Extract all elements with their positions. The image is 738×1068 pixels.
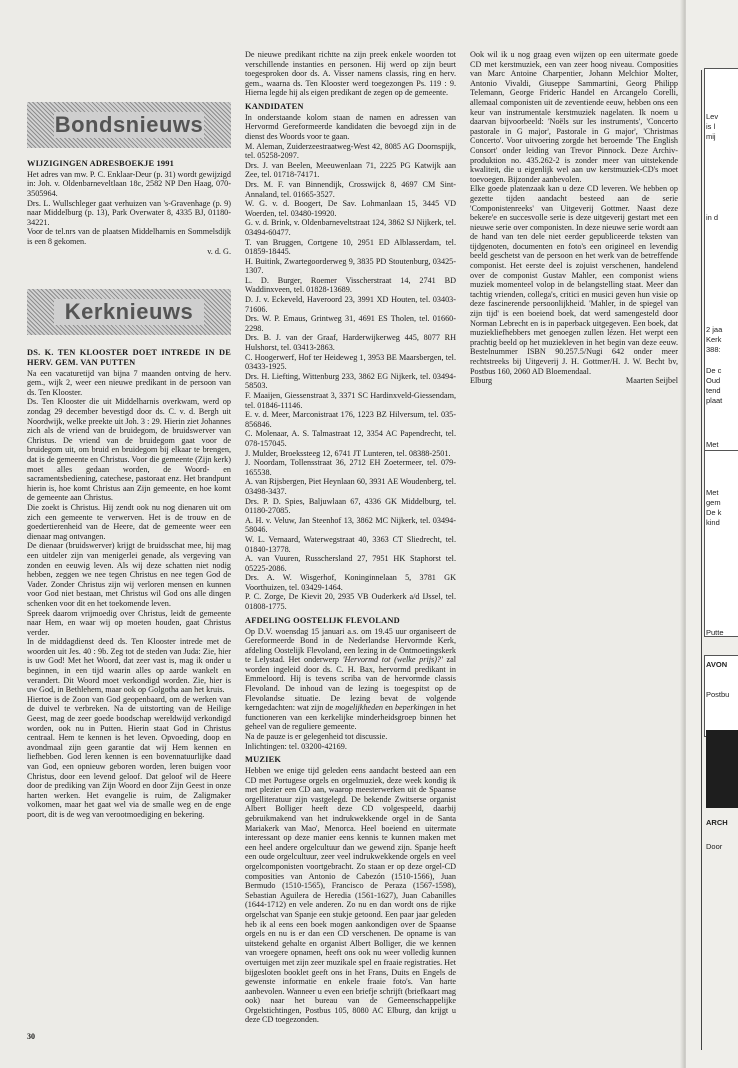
kandidaat-entry: Drs. B. J. van der Graaf, Harderwijkerweg 445, 8077 RH Hulshorst, tel. 03413-2863. [245,333,456,353]
kandidaat-entry: J. Noordam, Tollensstraat 36, 2712 EH Zoetermeer, tel. 079-165538. [245,458,456,477]
next-page-fragment: 388: [706,345,721,354]
muziek-paragraph: Elke goede platenzaak kan u deze CD leveren. We hebben op gezette tijden aandacht besteed aan de serie 'Componistenreeks' van Uitgeverij Gottmer. Naast deze bekere'e en succesvolle serie is deze uitgeverij gestart met een nieuwe serie over componisten. In deze nieuwe serie wordt aan de hand van ten dele niet eerder gepubliceerde teksten van tijdgenoten, documenten en foto's een origineel en levendig beeld geschetst van de persoon en het werk van de betreffende componist. Het eerste deel is zojuist verschenen, handelend over de componist Gustav Mahler, een componist wiens muziek momenteel volop in de belangstelling staat. Meer dan tachtig vrienden, collega's, critici en musici geven hun visie op deze fascinerende persoonlijkheid. 'Mahler, in de spiegel van zijn tijd' is een boeiend boek, dat werd samengesteld door Norman Lebrecht en is in paperback uitgegeven. Een boek, dat muziekliefhebbers met genoegen zullen lézen. Het werpt een prachtig beeld op het muziekleven in het begin van deze eeuw. Bestelnummer ISBN 90.257.5/Nugi 642 onder meer rechtstreeks bij Uitgeverij J. H. Gottmer/H. J. W. Becht bv, Postbus 160, 2060 AD Bloemendaal. [470,184,678,376]
next-page-fragment: De k [706,508,722,517]
next-page-fragment: kind [706,518,720,527]
afdeling-text: en [383,703,395,713]
muziek-heading: MUZIEK [245,755,282,765]
kerknieuws-banner [27,289,231,335]
kerknieuws-paragraph: De dienaar (bruidswerver) krijgt de bruidsschat mee, hij mag een uitdeler zijn van menigerlei genade, als vergeving van zonden en eeuwig leven. Als wij deze schatten niet nodig hebben, zeggen we nee tegen Christus en nee tegen God de Vader. Zonder Christus zijn wij verloren mensen en kunnen voor God niet bestaan, met Christus wil God ons alle dingen schenken voor dit en het toekomende leven. [27,541,231,608]
next-page-fragment: ARCH [706,818,728,827]
muziek-signature-place: Elburg [470,376,493,386]
next-page-fragment: tend [706,386,721,395]
muziek-paragraph: Hebben we enige tijd geleden eens aandacht besteed aan een CD met Portugese orgels en orgelmuziek, deze week kondig ik met plezier een CD aan, waarop meesterwerken uit de Spaanse orgelliteratuur zijn vastgelegd. De bekende Zwitserse organist Albert Bolliger heeft deze CD volgespeeld, daarbij gebruikmakend van het indrukwekkende orgel in de Santa Mariakerk van Mao', Menorca. Heel boeiend en uitermate interessant op deze manier eens kennis te kunnen maken met een heel andere orgelcultuur dan we gewend zijn. Spanje heeft een oude orgelcultuur, zeer veel indrukwekkende orgels en veel orgelcomponisten voortgebracht. Zo staan er op deze orgel-CD composities van Antonio de Cabezón (1510-1566), Juan Bermudo (1510-1565), Francisco de Peraza (1567-1598), Sebastian Aguilera de Heredia (1561-1627), Juan Cabanilles (1644-1712) en vele anderen. Zo nu en dan wordt ons de rijke orgelschat van Spanje een stukje getoond. Een paar jaar geleden heb ik al eens een boek mogen aankondigen over de Spaanse orgels en nu is er dan een CD verschenen. De opname is van uitstekend gehalte en organist Albert Bolliger, die we kennen van vroegere opnamen, heeft ons ook nu weer volledig kunnen overtuigen met zijn zeer muzikale spel en fraaie registraties. Het bijgesloten booklet geeft ons in het Frans, Duits en Engels de gewenste informatie en enkele fraaie foto's. Van harte aanbevolen. Wanneer u even een briefje schrijft (briefkaart mag ook) naar het bureau van de Gemeenschappelijke Orgelstichtingen, Postbus 105, 8080 AC Elburg, dan krijgt u deze CD toegezonden. [245,766,456,1025]
next-page-photo [706,730,738,808]
kandidaat-entry: F. Maaijen, Giessenstraat 3, 3371 SC Hardinxveld-Giessendam, tel. 01846-11146. [245,391,456,410]
bondsnieuws-banner [27,102,231,148]
next-page-fragment: AVON [706,660,728,669]
kerknieuws-heading: DS. K. TEN KLOOSTER DOET INTREDE IN DE HERV. GEM. VAN PUTTEN [27,348,231,367]
afdeling-text: in het functioneren van een kerkelijke minderheidsgroep binnen het geheel van de reguliere gemeente. [245,703,456,732]
bondsnieuws-heading: WIJZIGINGEN ADRESBOEKJE 1991 [27,159,175,168]
next-page-fragment: mij [706,132,716,141]
next-page-fragment: Door [706,842,723,851]
kandidaat-entry: Drs. P. D. Spies, Baljuwlaan 67, 4336 GK Middelburg, tel. 01180-27085. [245,496,456,516]
kandidaat-entry: M. Aleman, Zuiderzeestraatweg-West 42, 8085 AG Doornspijk, tel. 05258-2097. [245,141,456,161]
kandidaat-entry: W. L. Vernaard, Waterwegstraat 40, 3363 CT Sliedrecht, tel. 01840-13778. [245,534,456,554]
next-page-fragment: Met [706,488,719,497]
kerknieuws-banner-title: Kerknieuws [64,299,194,324]
kandidaat-entry: P. C. Zorge, De Kievit 20, 2935 VB Ouderkerk a/d IJssel, tel. 01808-1775. [245,592,456,612]
afdeling-emphasis: mogelijkheden [335,703,383,713]
next-page-fragment: gem [706,498,721,507]
kandidaat-entry: Drs. W. P. Emaus, Grintweg 31, 4691 ES Tholen, tel. 01660-2298. [245,314,456,333]
kerknieuws-section [27,344,231,1024]
kandidaat-entry: W. G. v. d. Boogert, De Sav. Lohmanlaan 15, 3445 VD Woerden, tel. 03480-19920. [245,199,456,218]
bondsnieuws-paragraph: Voor de tel.nrs van de plaatsen Middelharnis en Sommelsdijk is een 8 gekomen. [27,227,231,246]
afdeling-topic: 'Hervormd tot (welke prijs)?' [342,655,443,665]
next-page-fragment: 2 jaa [706,325,723,334]
afdeling-pause: Na de pauze is er gelegenheid tot discussie. [245,732,388,742]
kandidaat-entry: H. Buitink, Zwartegoorderweg 9, 3835 PD Stoutenburg, 03425-1307. [245,256,456,276]
kerknieuws-paragraph: Spreek daarom vrijmoedig over Christus, leidt de gemeente naar Hem, en waar wij op moeten houden, gaat Christus verder. [27,608,231,637]
kerknieuws-paragraph: Hiertoe is de Zoon van God geopenbaard, om de werken van de duivel te verbreken. Na de uitstorting van de Heilige Geest, mag de zeer goede boodschap wereldwijd verkondigd worden, ook nu in Putten. Hierin staat God in Christus centraal. Hem te kennen is het leven. Opvoeding, doop en avondmaal zijn geen garantie dat wij Hem kennen en liefhebben. God leren kennen is een bovennatuurlijke daad van God, een opnieuw geboren worden, leren buigen voor Christus, door een levend geloof. Dat geloof wil de Heere door de prediking van Zijn Woord en door Zijn Geest in onze harten werken. Het evangelie is ruim, de Zaligmaker volkomen, maar het gaat wel via de smalle weg en de enge poort, dit is de weg van verootmoediging en bekering. [27,694,231,819]
next-page-strip [686,0,738,1068]
kandidaten-heading: KANDIDATEN [245,101,304,111]
kandidaat-entry: J. Mulder, Broekssteeg 12, 6741 JT Lunteren, tel. 08388-2501. [245,448,451,458]
kandidaat-entry: Drs. A. W. Wisgerhof, Koninginnelaan 5, 3781 GK Voorthuizen, tel. 03429-1464. [245,573,456,592]
next-page-box [704,450,738,637]
afdeling-paragraph [245,627,456,733]
kandidaten-list [245,142,456,612]
column-right [470,50,678,1050]
kandidaat-entry: A. van Vuuren, Russchersland 27, 7951 HK Staphorst tel. 05225-2086. [245,554,456,573]
bondsnieuws-paragraph: Het adres van mw. P. C. Enklaar-Deur (p. 31) wordt gewijzigd in: Joh. v. Oldenbarneveltlaan 18c, 2582 NP Den Haag, 070-3505964. [27,169,231,199]
afdeling-emphasis: beperkingen [394,703,436,713]
kerknieuws-paragraph: Die zoekt is Christus. Hij zendt ook nu nog dienaren uit om zich een gemeente te verwerven. Het is de trouw en de goedertierenheid van de Heere, dat de gemeente weer een dienaar mag ontvangen. [27,502,231,541]
kandidaat-entry: Drs. H. Liefting, Wittenburg 233, 3862 EG Nijkerk, tel. 03494-58503. [245,371,456,391]
next-page-fragment: De c [706,366,722,375]
next-page-fragment: is l [706,122,716,131]
next-page-fragment: Postbu [706,690,730,699]
bondsnieuws-paragraph: Drs. L. Wullschleger gaat verhuizen van 's-Gravenhage (p. 9) naar Middelburg (p. 13), Park Overwater 8, 4335 BJ, 01180-34221. [27,198,231,227]
next-page-fragment: in d [706,213,719,222]
kerknieuws-paragraph: Na een vacaturetijd van bijna 7 maanden ontving de herv. gem., wijk 2, weer een nieuwe predikant in de persoon van ds. Ten Klooster. [27,368,231,397]
muziek-signature [470,376,678,386]
afdeling-info: Inlichtingen: tel. 03200-42169. [245,741,347,751]
kandidaat-entry: Drs. J. van Beelen, Meeuwenlaan 71, 2225 PG Katwijk aan Zee, tel. 01718-74171. [245,160,456,180]
muziek-paragraph: Ook wil ik u nog graag even wijzen op een uitermate goede CD met kerstmuziek, een van zeer hoog niveau. Composities van Marc Antoine Charpentier, Johann Melchior Molter, Antonio Vivaldi, Giuseppe Sammartini, Georg Philipp Telemann, George Frideric Handel en Arcangelo Corelli, allemaal componisten uit de zeventiende eeuw, hebben ons een keur van instrumentale kerstmuziek nagelaten. Ik noem u daarvan bijvoorbeeld: 'Noëls sur les instruments', 'Concerto pastorale in G major', Pastorale in G major', 'Christmas Concerto'. Voor uitvoering zorgde het beroemde 'The English Consort' onder leiding van Trevor Pinnock. Deze Archiv-produktion no. 435.262-2 is zonder meer van uitstekende kwaliteit, die u eigenlijk wel aan uw kerstmuziek-CD's moet toevoegen. Bijzonder aanbevolen. [470,50,678,184]
afdeling-text: zal worden ingeleid door ds. C. H. Bax, hervormd predikant in Emmeloord. Hij is tevens scriba van de hervormde classis Flevoland. De inhoud van de lezing is toegespitst op de Flevolandse situatie. De lezing bevat de volgende kerngedachten: wat zijn de [245,655,456,713]
bondsnieuws-banner-title: Bondsnieuws [54,112,204,137]
kandidaat-entry: T. van Bruggen, Cortgene 10, 2951 ED Alblasserdam, tel. 01859-18445. [245,237,456,257]
kandidaat-entry: C. Molenaar, A. S. Talmastraat 12, 3354 AC Papendrecht, tel. 078-157045. [245,429,456,448]
kerknieuws-paragraph: Ds. Ten Klooster die uit Middelharnis overkwam, werd op zondag 29 december bevestigd door ds. C. v. d. Bergh uit Noordwijk, welke preekte uit Joh. 3 : 29. Hierin ziet Johannes zich als de vriend van de bruidegom, de bruidswerver van Christus. De vriend van de bruidegom gaat voor de bruidegom uit, om bruid en bruidegom bij elkaar te brengen, dat is de gemeente en Christus. Voor die gemeente (Zijn kerk) moet alles gedaan worden, de Woord- en sacramentsbediening, catechese, pastoraat enz. Het brandpunt hierin is, hoe komt Christus aan Zijn gemeente, en hoe komt de gemeente aan Christus. [27,397,231,503]
kandidaat-entry: Drs. M. F. van Binnendijk, Crosswijck 8, 4697 CM Sint-Annaland, tel. 01665-3527. [245,179,456,199]
column-middle [245,50,456,1060]
afdeling-text: Op D.V. woensdag 15 januari a.s. om 19.45 uur organiseert de Gereformeerde Bond in de Nederlandse Hervormde Kerk, afdeling Oostelijk Flevoland, een lezing in de Ontmoetingskerk te Lelystad. Het onderwerp [245,626,456,665]
bondsnieuws-signature: v. d. G. [207,246,231,256]
afdeling-heading: AFDELING OOSTELIJK FLEVOLAND [245,615,400,625]
kandidaat-entry: E. v. d. Meer, Marconistraat 176, 1223 BZ Hilversum, tel. 035-856846. [245,410,456,429]
page-number: 30 [27,1032,35,1041]
muziek-signature-name: Maarten Seijbel [625,376,678,386]
kandidaten-intro: In onderstaande kolom staan de namen en adressen van Hervormd Gereformeerde kandidaten die bevoegd zijn in de dienst des Woords voor te gaan. [245,112,456,141]
kandidaat-entry: G. v. d. Brink, v. Oldenbarneveltstraat 124, 3862 SJ Nijkerk, tel. 03494-60477. [245,218,456,237]
bondsnieuws-section [27,155,231,256]
next-page-fragment: Putte [706,628,724,637]
kandidaat-entry: L. D. Burger, Roemer Visscherstraat 14, 2741 BD Waddinxveen, tel. 01828-13689. [245,275,456,295]
next-page-fragment: Kerk [706,335,722,344]
kandidaat-entry: C. Hoogerwerf, Hof ter Heideweg 1, 3953 BE Maarsbergen, tel. 03433-1925. [245,352,456,372]
kerknieuws-paragraph: In de middagdienst deed ds. Ten Klooster intrede met de woorden uit Jes. 40 : 9b. Zeg tot de steden van Juda: Zie, hier is uw God! Met het Woord, dat zeer vast is, mag ik onder u beginnen, in een tijd waarin alles op aarde wankelt en verandert. Dit Woord moet verkondigd worden. Zie, hier is uw God, in Bethlehem, maar ook op Golgotha aan het kruis. [27,637,231,695]
kandidaat-entry: D. J. v. Eckeveld, Haveroord 23, 3991 XD Houten, tel. 03403-71606. [245,295,456,314]
next-page-fragment: Met [706,440,719,449]
kerknieuws-paragraph: De nieuwe predikant richtte na zijn preek enkele woorden tot verschillende instanties en personen. Hij werd op zijn beurt toegesproken door ds. A. Visser namens classis, ring en herv. gem., waarna ds. Ten Klooster werd toegezongen Ps. 119 : 9. Hierna legde hij als eigen predikant de zegen op de gemeente. [245,50,456,98]
next-page-fragment: Oud [706,376,721,385]
next-page-fragment: plaat [706,396,723,405]
kandidaat-entry: A. van Rijsbergen, Piet Heynlaan 60, 3931 AE Woudenberg, tel. 03498-3437. [245,477,456,496]
next-page-fragment: Lev [706,112,719,121]
next-page-rule [701,70,702,1050]
kandidaat-entry: A. H. v. Veluw, Jan Steenhof 13, 3862 MC Nijkerk, tel. 03494-58046. [245,515,456,535]
